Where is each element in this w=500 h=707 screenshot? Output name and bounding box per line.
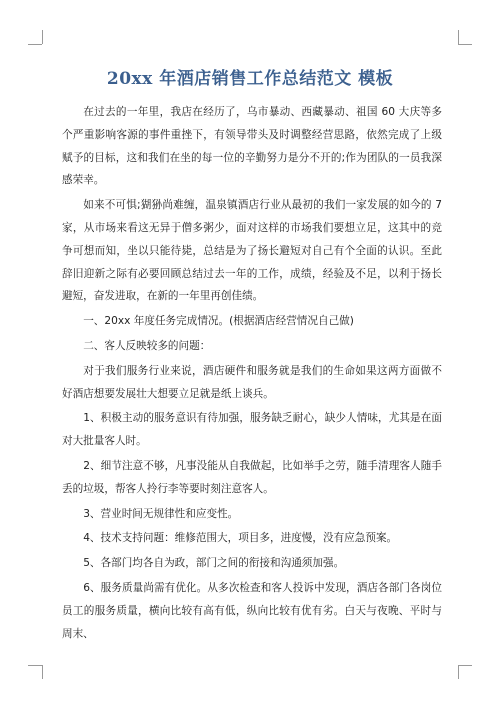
crop-mark-bottom-left — [42, 665, 43, 679]
crop-mark-top-left — [28, 44, 42, 45]
list-item-2: 2、细节注意不够，凡事没能从自我做起，比如举手之劳，随手清理客人随手丢的垃圾，帮客人拎行李等要时刻注意客人。 — [62, 459, 442, 495]
crop-mark-bottom-right — [458, 665, 472, 666]
crop-mark-bottom-right — [458, 665, 459, 679]
list-item-5: 5、各部门均各自为政，部门之间的衔接和沟通须加强。 — [83, 557, 345, 570]
crop-mark-top-right — [458, 30, 459, 44]
section-heading-2: 二、客人反映较多的问题： — [83, 339, 211, 352]
list-item-6: 6、服务质量尚需有优化。从多次检查和客人投诉中发现，酒店各部门各岗位员工的服务质量，横向比较有高有低，纵向比较有优有劣。白天与夜晚、平时与周末、 — [62, 581, 442, 640]
crop-mark-top-right — [458, 44, 472, 45]
list-item-3: 3、营业时间无规律性和应变性。 — [83, 507, 239, 520]
paragraph-market: 如来不可惧;猢狲尚难缠，温泉镇酒店行业从最初的我们一家发展的如今的 7 家，从市场来看这无异于僧多粥少，面对这样的市场我们要想立足，这其中的竞争可想而知，坐以只能待毙，总结是为了扬长避短对自己有个全面的认识。至此辞旧迎新之际有必要回顾总结过去一年的工作，成绩，经验及不足，以利于扬长避短，奋发进取，在新的一年里再创佳绩。 — [62, 199, 442, 303]
crop-mark-top-left — [42, 30, 43, 44]
list-item-1: 1、积极主动的服务意识有待加强，服务缺乏耐心，缺少人情味，尤其是在面对大批量客人时。 — [62, 412, 442, 448]
paragraph-intro: 在过去的一年里，我店在经历了，乌市暴动、西藏暴动、祖国 60 大庆等多个严重影响客源的事件重挫下，有领导带头及时调整经营思路，依然完成了上级赋予的目标，这和我们在坐的每一位的辛勤努力是分不开的;作为团队的一员我深感荣幸。 — [62, 106, 442, 187]
paragraph-service: 对于我们服务行业来说，酒店硬件和服务就是我们的生命如果这两方面做不好酒店想要发展壮大想要立足就是纸上谈兵。 — [62, 364, 442, 400]
crop-mark-bottom-left — [28, 665, 42, 666]
section-heading-1: 一、20xx 年度任务完成情况。(根据酒店经营情况自己做) — [83, 315, 354, 328]
document-title: 20xx 年酒店销售工作总结范文 模板 — [106, 69, 394, 89]
document-body — [62, 101, 442, 647]
list-item-4: 4、技术支持问题：维修范围大，项目多，进度慢，没有应急预案。 — [83, 532, 398, 545]
